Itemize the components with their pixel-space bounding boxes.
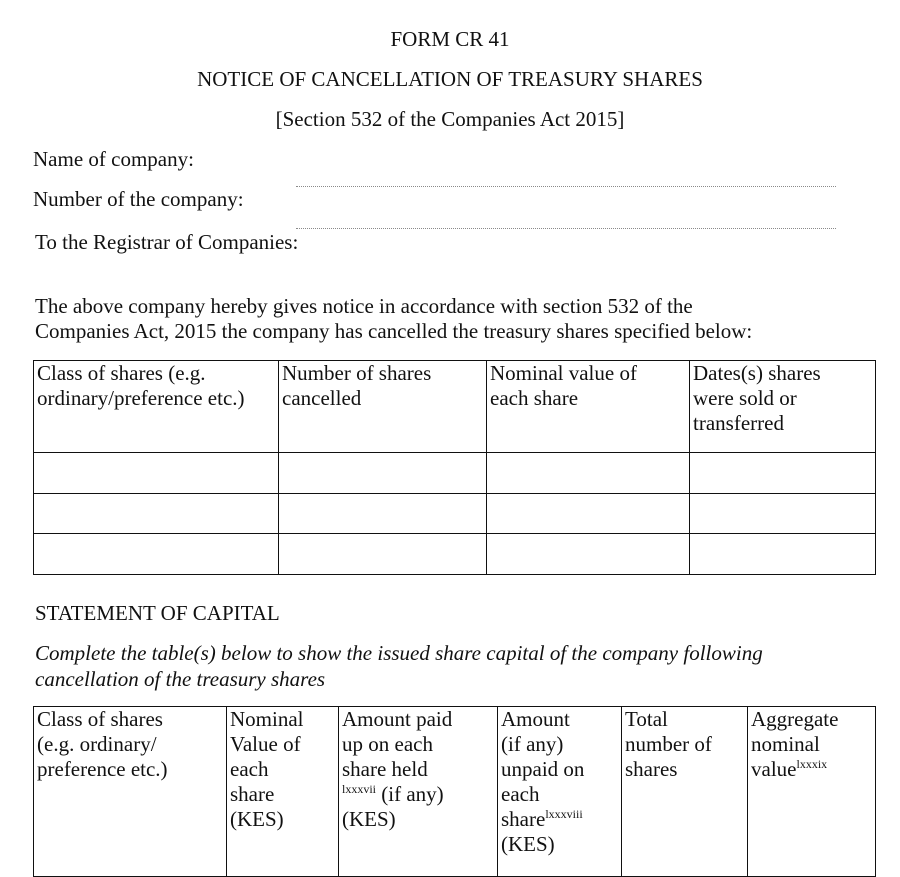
notice-line-2: Companies Act, 2015 the company has cancelled the treasury shares specified below: <box>35 319 753 343</box>
header-text: Nominal value of <box>490 361 637 385</box>
header-text: Class of shares (e.g. <box>37 361 206 385</box>
header-text: share <box>230 782 275 806</box>
header-text: (KES) <box>230 807 284 831</box>
table-row <box>34 534 876 575</box>
header-text: unpaid on <box>501 757 585 781</box>
header-amount-unpaid <box>498 707 622 877</box>
header-dates-sold <box>690 361 876 453</box>
cancellation-header-row <box>34 361 876 453</box>
footnote-ref: lxxxix <box>796 757 828 771</box>
table-cell[interactable] <box>690 494 876 534</box>
header-amount-paid <box>339 707 498 877</box>
header-text: were sold or <box>693 386 797 410</box>
footnote-ref: lxxxvii <box>342 782 377 796</box>
header-text: each <box>501 782 540 806</box>
table-cell[interactable] <box>279 453 487 494</box>
header-text: Aggregate <box>751 707 839 731</box>
table-row <box>34 453 876 494</box>
header-text: Dates(s) shares <box>693 361 821 385</box>
header-text <box>501 807 618 832</box>
statement-instruction-line-1: Complete the table(s) below to show the issued share capital of the company following <box>35 641 763 665</box>
table-cell[interactable] <box>690 453 876 494</box>
capital-header-row <box>34 707 876 877</box>
table-cell[interactable] <box>690 534 876 575</box>
header-class-of-shares <box>34 361 279 453</box>
notice-line-1: The above company hereby gives notice in accordance with section 532 of the <box>35 294 693 318</box>
header-text: up on each <box>342 732 433 756</box>
header-text: transferred <box>693 411 784 435</box>
statement-instruction-line-2: cancellation of the treasury shares <box>35 667 326 691</box>
header-text: share held <box>342 757 428 781</box>
cancellation-table <box>33 360 876 575</box>
header-text: (if any) <box>501 732 564 756</box>
header-text: (if any) <box>376 782 444 806</box>
table-cell[interactable] <box>487 453 690 494</box>
header-text <box>751 757 872 782</box>
form-subtitle: [Section 532 of the Companies Act 2015] <box>275 107 625 131</box>
company-number-label: Number of the company: <box>33 187 244 211</box>
header-text: nominal <box>751 732 820 756</box>
header-nominal-value-each-share <box>227 707 339 877</box>
header-text: Value of <box>230 732 301 756</box>
header-text: each share <box>490 386 579 410</box>
header-aggregate-nominal-value <box>748 707 876 877</box>
header-text: Total <box>625 707 668 731</box>
header-total-number-shares <box>622 707 748 877</box>
header-text: shares <box>625 757 678 781</box>
company-number-field[interactable] <box>296 228 836 229</box>
footnote-ref: lxxxviii <box>545 807 583 821</box>
header-text: Class of shares <box>37 707 163 731</box>
header-text <box>342 782 494 807</box>
table-cell[interactable] <box>487 534 690 575</box>
table-cell[interactable] <box>34 534 279 575</box>
header-text: number of <box>625 732 712 756</box>
header-number-cancelled <box>279 361 487 453</box>
header-text: each <box>230 757 269 781</box>
header-text: (e.g. ordinary/ <box>37 732 157 756</box>
header-nominal-value <box>487 361 690 453</box>
company-name-field[interactable] <box>296 186 836 187</box>
table-cell[interactable] <box>487 494 690 534</box>
capital-table <box>33 706 876 877</box>
header-text: Amount <box>501 707 570 731</box>
header-text: ordinary/preference etc.) <box>37 386 245 410</box>
header-text: preference etc.) <box>37 757 168 781</box>
header-text: Amount paid <box>342 707 453 731</box>
header-text: value <box>751 757 797 781</box>
form-title: NOTICE OF CANCELLATION OF TREASURY SHARES <box>197 67 703 91</box>
registrar-addressee: To the Registrar of Companies: <box>35 230 299 254</box>
table-row <box>34 494 876 534</box>
company-name-label: Name of company: <box>33 147 194 171</box>
header-text: Number of shares <box>282 361 432 385</box>
table-cell[interactable] <box>34 453 279 494</box>
statement-heading: STATEMENT OF CAPITAL <box>35 601 280 625</box>
header-class-of-shares <box>34 707 227 877</box>
header-text: Nominal <box>230 707 304 731</box>
table-cell[interactable] <box>279 534 487 575</box>
header-text: (KES) <box>342 807 396 831</box>
table-cell[interactable] <box>279 494 487 534</box>
form-code: FORM CR 41 <box>390 27 510 51</box>
header-text: cancelled <box>282 386 362 410</box>
table-cell[interactable] <box>34 494 279 534</box>
header-text: (KES) <box>501 832 555 856</box>
header-text: share <box>501 807 546 831</box>
